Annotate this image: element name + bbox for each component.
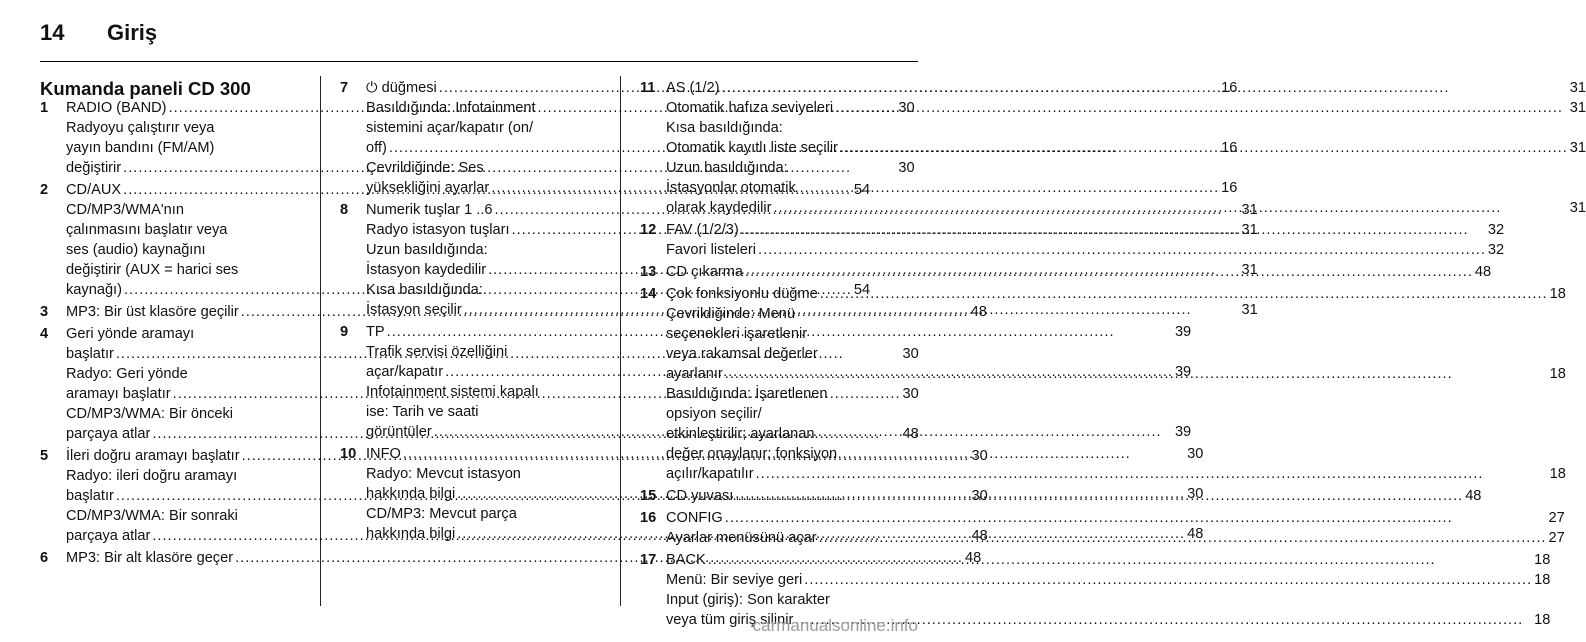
page-reference[interactable]: 16 — [1221, 180, 1238, 196]
line-text: başlatır — [66, 488, 114, 504]
line-text: Ayarlar menüsünü açar — [666, 530, 817, 546]
line-text: Kısa basıldığında: — [666, 120, 783, 136]
control-description — [666, 262, 1491, 282]
description-line — [666, 118, 1586, 138]
line-text: opsiyon seçilir/ — [666, 406, 762, 422]
line-text: Radyo: Mevcut istasyon — [366, 466, 521, 482]
dot-leader — [835, 98, 1568, 118]
line-text: hakkında bilgi — [366, 526, 456, 542]
line-text: olarak kaydedilir — [666, 200, 772, 216]
dot-leader — [804, 570, 1532, 590]
line-text: CD/MP3/WMA: Bir sonraki — [66, 508, 238, 524]
description-line — [666, 528, 1565, 548]
dot-leader — [722, 78, 1568, 98]
watermark: carmanualsonline.info — [752, 616, 918, 635]
page-reference[interactable]: 30 — [1187, 446, 1204, 462]
line-text: parçaya atlar — [66, 426, 151, 442]
line-text: İleri doğru aramayı başlatır — [66, 448, 240, 464]
page-reference[interactable]: 18 — [1549, 366, 1566, 382]
line-text: CD çıkarma — [666, 264, 744, 280]
line-text: seçenekleri işaretlenir — [666, 326, 808, 342]
page-reference[interactable]: 18 — [1534, 612, 1551, 628]
header-divider — [40, 61, 918, 62]
line-text: Favori listeleri — [666, 242, 757, 258]
line-text: FAV (1/2/3) — [666, 222, 739, 238]
dot-leader — [820, 284, 1548, 304]
chapter-title: Giriş — [107, 20, 158, 45]
line-text: parçaya atlar — [66, 528, 151, 544]
line-text: MP3: Bir üst klasöre geçilir — [66, 304, 239, 320]
line-text: Uzun basıldığında: — [666, 160, 788, 176]
page-reference[interactable]: 30 — [902, 386, 919, 402]
line-text: değer onaylanır; fonksiyon — [666, 446, 838, 462]
line-text: MP3: Bir alt klasöre geçer — [66, 550, 234, 566]
description-line — [666, 364, 1566, 384]
line-text: değiştirir (AUX = harici ses — [66, 262, 239, 278]
dot-leader — [745, 262, 1473, 282]
description-line — [666, 486, 1481, 506]
line-text: CD/MP3/WMA: Bir önceki — [66, 406, 234, 422]
line-text: etkinleştirilir; ayarlanan — [666, 426, 815, 442]
page-reference[interactable]: 31 — [1569, 140, 1586, 156]
line-text: hakkında bilgi — [366, 486, 456, 502]
description-line — [666, 344, 1566, 364]
page-reference[interactable]: 31 — [1241, 302, 1258, 318]
page-reference[interactable]: 31 — [1569, 100, 1586, 116]
description-line — [666, 444, 1566, 464]
line-text: AS (1/2) — [666, 80, 720, 96]
page-reference[interactable]: 27 — [1548, 530, 1565, 546]
line-text: INFO — [366, 446, 401, 462]
dot-leader — [773, 198, 1567, 218]
page-reference[interactable]: 54 — [853, 182, 871, 198]
line-text: sistemini açar/kapatır (on/ — [366, 120, 534, 136]
dot-leader — [840, 138, 1568, 158]
line-text: TP — [366, 324, 385, 340]
control-number: 8 — [340, 202, 349, 218]
line-text: görüntüler — [366, 424, 432, 440]
description-line — [666, 158, 1586, 178]
page-reference[interactable]: 48 — [1474, 264, 1492, 280]
page-reference[interactable]: 32 — [1487, 242, 1505, 258]
line-text: Çok fonksiyonlu düğme — [666, 286, 818, 302]
control-number: 6 — [40, 550, 49, 566]
line-text: Radyo istasyon tuşları — [366, 222, 510, 238]
description-line — [666, 178, 1586, 198]
control-number: 16 — [640, 510, 657, 526]
line-text: kaynağı) — [66, 282, 122, 298]
dot-leader — [725, 364, 1548, 384]
line-text: Radyo: Geri yönde — [66, 366, 188, 382]
line-text: CD/MP3/WMA'nın — [66, 202, 184, 218]
page-reference[interactable]: 48 — [964, 550, 982, 566]
page-reference[interactable]: 30 — [898, 160, 915, 176]
description-line — [666, 590, 1550, 610]
line-text: yayın bandını (FM/AM) — [66, 140, 215, 156]
page-reference[interactable]: 39 — [1174, 324, 1192, 340]
line-text: Otomatik kayıtlı liste seçilir — [666, 140, 838, 156]
description-line — [666, 464, 1566, 484]
page-reference[interactable]: 30 — [971, 488, 988, 504]
page-reference[interactable]: 48 — [1465, 488, 1482, 504]
line-text: Menü: Bir seviye geri — [666, 572, 803, 588]
line-text: BACK — [666, 552, 706, 568]
description-line — [666, 304, 1566, 324]
control-description — [666, 78, 1586, 218]
dot-leader — [735, 486, 1463, 506]
line-text: Basıldığında: Infotainment — [366, 100, 536, 116]
control-number: 11 — [640, 80, 656, 96]
control-number: 9 — [340, 324, 349, 340]
dot-leader — [741, 220, 1486, 240]
page-reference[interactable]: 16 — [1221, 140, 1238, 156]
line-text: İstasyon kaydedilir — [366, 262, 487, 278]
page-reference[interactable]: 31 — [1241, 262, 1258, 278]
line-text: Çevrildiğinde: Ses — [366, 160, 484, 176]
description-line — [666, 98, 1586, 118]
page-reference[interactable]: 18 — [1549, 286, 1566, 302]
page-reference[interactable]: 18 — [1534, 572, 1551, 588]
line-text: Basıldığında: İşaretlenen — [666, 386, 828, 402]
dot-leader — [756, 464, 1548, 484]
dot-leader — [725, 508, 1547, 528]
line-text: Çevrildiğinde: Menü — [666, 306, 795, 322]
line-text: RADIO (BAND) — [66, 100, 167, 116]
control-description — [666, 220, 1504, 260]
line-text: Uzun basıldığında: — [366, 242, 488, 258]
description-line — [666, 138, 1586, 158]
control-description — [666, 284, 1566, 484]
description-line — [666, 404, 1566, 424]
dot-leader — [758, 240, 1486, 260]
line-text: CD yuvası — [666, 488, 734, 504]
line-text: Kısa basıldığında: — [366, 282, 483, 298]
line-text: Geri yönde aramayı — [66, 326, 195, 342]
line-text: ⏻ düğmesi — [366, 80, 437, 96]
description-line — [666, 424, 1566, 444]
control-number: 7 — [340, 80, 349, 96]
description-line — [666, 570, 1550, 590]
description-line — [666, 324, 1566, 344]
line-text: aramayı başlatır — [66, 386, 171, 402]
control-number: 1 — [40, 100, 49, 116]
line-text: başlatır — [66, 346, 114, 362]
line-text: ses (audio) kaynağını — [66, 242, 206, 258]
page-reference[interactable]: 48 — [971, 528, 988, 544]
line-text: Otomatik hafıza seviyeleri — [666, 100, 834, 116]
page-reference[interactable]: 31 — [1569, 80, 1586, 96]
page-reference[interactable]: 16 — [1221, 80, 1238, 96]
control-number: 17 — [640, 552, 657, 568]
control-description — [666, 508, 1565, 548]
description-line — [666, 508, 1565, 528]
page-reference[interactable]: 30 — [1187, 486, 1204, 502]
control-number: 2 — [40, 182, 49, 198]
line-text: çalınmasını başlatır veya — [66, 222, 228, 238]
line-text: Infotainment sistemi kapalı — [366, 384, 539, 400]
line-text: CONFIG — [666, 510, 723, 526]
description-line — [666, 78, 1586, 98]
control-number: 10 — [340, 446, 357, 462]
line-text: açılır/kapatılır — [666, 466, 754, 482]
control-number: 15 — [640, 488, 657, 504]
line-text: yüksekliğini ayarlar — [366, 180, 490, 196]
description-line — [666, 384, 1566, 404]
control-number: 5 — [40, 448, 49, 464]
page-reference[interactable]: 48 — [1187, 526, 1204, 542]
line-text: Radyoyu çalıştırır veya — [66, 120, 215, 136]
control-number: 13 — [640, 264, 657, 280]
control-number: 4 — [40, 326, 49, 342]
control-number: 12 — [640, 222, 657, 238]
line-text: Input (giriş): Son karakter — [666, 592, 830, 608]
line-text: Numerik tuşlar 1 ..6 — [366, 202, 493, 218]
section-title: Kumanda paneli CD 300 — [40, 78, 251, 99]
line-text: İstasyonlar otomatik — [666, 180, 796, 196]
description-line — [666, 198, 1586, 218]
page-reference[interactable]: 48 — [970, 304, 987, 320]
line-text: Radyo: ileri doğru aramayı — [66, 468, 238, 484]
control-number: 14 — [640, 286, 657, 302]
dot-leader — [708, 550, 1532, 570]
description-line — [666, 220, 1504, 240]
page-reference[interactable]: 30 — [902, 346, 919, 362]
description-line — [666, 284, 1566, 304]
control-description — [666, 486, 1481, 506]
line-text: ayarlanır — [666, 366, 723, 382]
page-reference[interactable]: 30 — [971, 448, 988, 464]
line-text: ise: Tarih ve saati — [366, 404, 479, 420]
page-reference[interactable]: 31 — [1241, 222, 1258, 238]
line-text: CD/AUX — [66, 182, 122, 198]
page-reference[interactable]: 30 — [898, 100, 915, 116]
description-line — [666, 262, 1491, 282]
page-reference[interactable]: 32 — [1487, 222, 1505, 238]
page-reference[interactable]: 27 — [1548, 510, 1565, 526]
description-line — [666, 240, 1504, 260]
dot-leader — [819, 528, 1547, 548]
page-number: 14 — [40, 20, 65, 45]
description-line — [666, 550, 1550, 570]
page-reference[interactable]: 18 — [1549, 466, 1566, 482]
line-text: veya tüm giriş silinir — [666, 612, 794, 628]
page-reference[interactable]: 31 — [1569, 200, 1586, 216]
page-reference[interactable]: 18 — [1534, 552, 1551, 568]
page-reference[interactable]: 31 — [1241, 202, 1258, 218]
line-text: değiştirir — [66, 160, 122, 176]
page-reference[interactable]: 39 — [1174, 424, 1192, 440]
line-text: Trafik servisi özelliğini — [366, 344, 508, 360]
line-text: off) — [366, 140, 387, 156]
page-reference[interactable]: 39 — [1174, 364, 1192, 380]
line-text: CD/MP3: Mevcut parça — [366, 506, 517, 522]
line-text: İstasyon seçilir — [366, 302, 462, 318]
control-number: 3 — [40, 304, 49, 320]
line-text: veya rakamsal değerler — [666, 346, 818, 362]
page-reference[interactable]: 48 — [902, 426, 919, 442]
page-reference[interactable]: 54 — [853, 282, 871, 298]
line-text: açar/kapatır — [366, 364, 444, 380]
